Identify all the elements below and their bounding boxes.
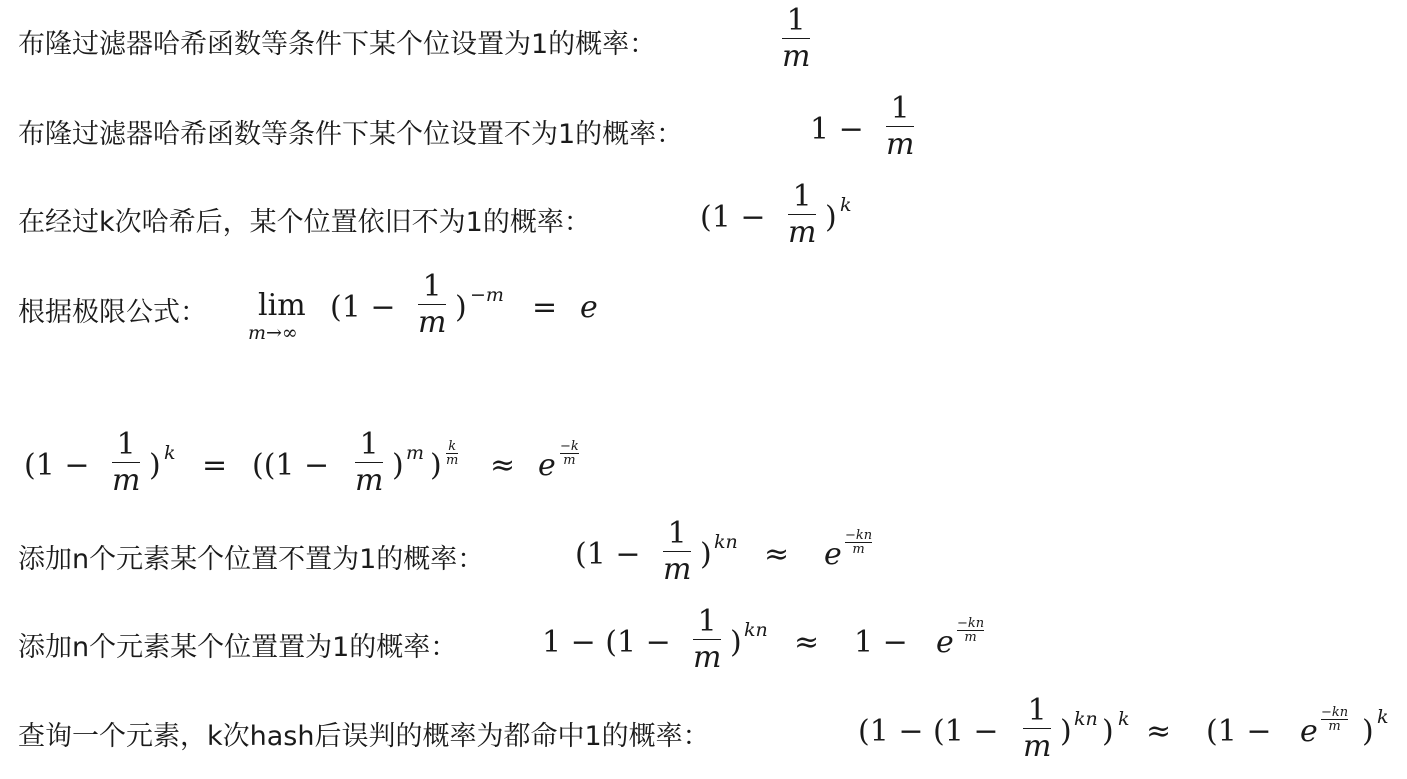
fraction-1-over-m <box>418 270 446 341</box>
numerator: −kn <box>957 616 985 631</box>
fraction-1-over-m <box>663 517 691 588</box>
exponent-neg-m: −m <box>470 284 504 306</box>
open-one-minus: (1 − <box>700 200 766 235</box>
denominator: m <box>418 305 447 340</box>
numerator: 1 <box>359 427 379 462</box>
open-one-minus: (1 − <box>330 290 396 325</box>
line-limit-formula <box>18 290 207 329</box>
close-paren: ) <box>730 625 742 660</box>
line-prob-bit-not-set <box>18 112 683 151</box>
close-paren: ) <box>1362 714 1374 749</box>
equals-sign: = <box>202 448 228 483</box>
numerator: 1 <box>422 269 442 304</box>
denominator: m <box>964 630 977 645</box>
denominator: m <box>563 453 576 468</box>
line-n-elements-not-set <box>18 537 484 576</box>
close-paren: ) <box>1102 714 1114 749</box>
numerator: −kn <box>1321 705 1349 720</box>
euler-e: e <box>1300 714 1318 749</box>
exponent-kn: kn <box>1074 708 1098 730</box>
line-3-text: 在经过k次哈希后，某个位置依旧不为1的概率： <box>18 207 591 238</box>
close-paren: ) <box>700 537 712 572</box>
approx-sign: ≈ <box>1146 714 1172 749</box>
fraction-1-over-m <box>693 605 721 676</box>
denominator: m <box>782 39 811 74</box>
numerator: k <box>448 439 457 454</box>
euler-e: e <box>538 448 556 483</box>
line-4-text: 根据极限公式： <box>18 297 207 328</box>
fraction-1-over-m <box>788 180 816 251</box>
line-6-text: 添加n个元素某个位置不置为1的概率： <box>18 544 485 575</box>
euler-e: e <box>580 290 598 325</box>
open2-one-minus: ((1 − <box>252 448 330 483</box>
exponent-neg-kn-over-m <box>845 529 872 556</box>
exponent-k-over-m <box>446 440 458 467</box>
denominator: m <box>112 463 141 498</box>
exponent-k: k <box>164 442 176 464</box>
exponent-neg-k-over-m <box>560 440 579 467</box>
numerator: 1 <box>667 516 687 551</box>
denominator: m <box>355 463 384 498</box>
open-one-minus: (1 − <box>575 537 641 572</box>
line-7-text: 添加n个元素某个位置置为1的概率： <box>18 632 458 663</box>
fraction-1-over-m <box>355 428 383 499</box>
open-one-minus-open: (1 − (1 − <box>858 714 999 749</box>
denominator: m <box>1328 719 1341 734</box>
line-prob-bit-set <box>18 22 656 61</box>
numerator: 1 <box>1027 693 1047 728</box>
line-false-positive-prob <box>18 714 710 753</box>
fraction-1-over-m <box>1023 694 1051 765</box>
exponent-kn: kn <box>744 619 768 641</box>
denominator: m <box>446 453 459 468</box>
numerator: 1 <box>890 91 910 126</box>
numerator: 1 <box>116 427 136 462</box>
fraction-1-over-m <box>782 4 810 75</box>
open-one-minus: (1 − <box>24 448 90 483</box>
line-1-text: 布隆过滤器哈希函数等条件下某个位设置为1的概率： <box>18 29 657 60</box>
numerator: 1 <box>786 3 806 38</box>
denominator: m <box>663 552 692 587</box>
line-n-elements-set <box>18 625 457 664</box>
numerator: 1 <box>697 604 717 639</box>
denominator: m <box>886 127 915 162</box>
exponent-kn: kn <box>714 531 738 553</box>
close-paren: ) <box>392 448 404 483</box>
denominator: m <box>852 542 865 557</box>
numerator: −kn <box>845 528 873 543</box>
close-paren: ) <box>430 448 442 483</box>
exponent-k: k <box>1377 706 1389 728</box>
approx-sign: ≈ <box>764 537 790 572</box>
exponent-k: k <box>840 194 852 216</box>
line-2-text: 布隆过滤器哈希函数等条件下某个位设置不为1的概率： <box>18 119 684 150</box>
euler-e: e <box>824 537 842 572</box>
denominator: m <box>693 640 722 675</box>
one-minus: 1 − <box>854 625 908 660</box>
one-minus: 1 − <box>810 112 864 147</box>
approx-sign: ≈ <box>794 625 820 660</box>
one-minus-open: 1 − (1 − <box>542 625 671 660</box>
lim-operator: lim <box>258 288 306 323</box>
close-paren: ) <box>149 448 161 483</box>
line-8-text: 查询一个元素，k次hash后误判的概率为都命中1的概率： <box>18 721 710 752</box>
close-paren: ) <box>455 290 467 325</box>
numerator: −k <box>560 439 579 454</box>
open-one-minus: (1 − <box>1206 714 1272 749</box>
exponent-neg-kn-over-m <box>1321 706 1348 733</box>
line-prob-after-k-hashes <box>18 200 591 239</box>
approx-sign: ≈ <box>490 448 516 483</box>
equals-sign: = <box>532 290 558 325</box>
fraction-1-over-m <box>112 428 140 499</box>
close-paren: ) <box>1060 714 1072 749</box>
fraction-1-over-m <box>886 92 914 163</box>
close-paren: ) <box>825 200 837 235</box>
numerator: 1 <box>792 179 812 214</box>
denominator: m <box>1023 729 1052 764</box>
denominator: m <box>788 215 817 250</box>
exponent-m: m <box>406 442 425 464</box>
exponent-neg-kn-over-m <box>957 617 984 644</box>
exponent-k: k <box>1118 708 1130 730</box>
lim-subscript: m→∞ <box>248 322 298 344</box>
euler-e: e <box>936 625 954 660</box>
